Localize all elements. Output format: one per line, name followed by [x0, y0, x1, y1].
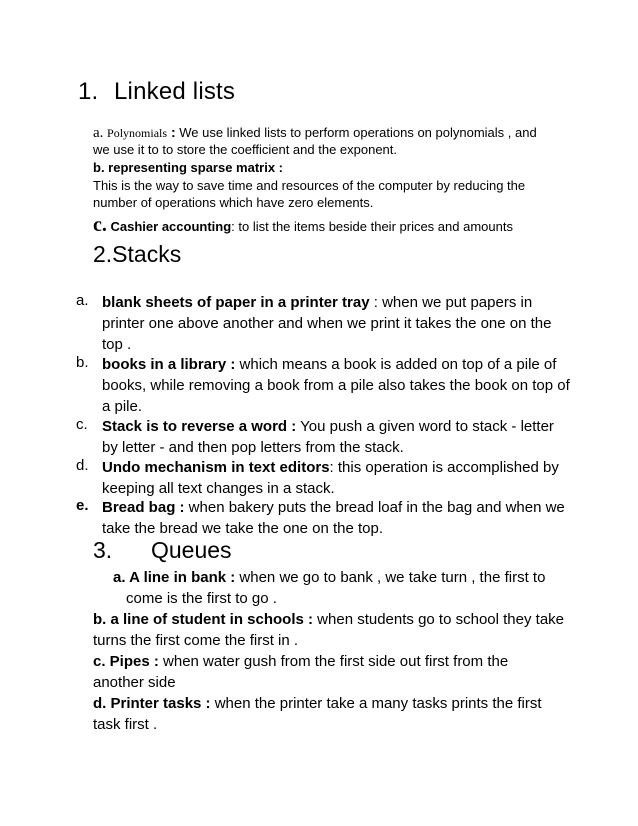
linked-lists-item-a-line2: we use it to to store the coefficient and the exponent.	[93, 142, 398, 157]
stack-item-c-marker: c.	[76, 416, 88, 433]
stack-item-c	[102, 416, 572, 458]
queue-item-a-line2: come is the first to go .	[126, 590, 277, 607]
stack-item-e-marker: e.	[76, 497, 89, 514]
item-text: : when we put papers in printer one above another and when we print it takes the one on the top .	[102, 294, 552, 353]
queue-item-d-line1	[93, 693, 542, 714]
section-number: 1.	[78, 78, 99, 105]
item-label: c. Pipes :	[93, 653, 159, 670]
queue-item-a-line1	[113, 567, 545, 588]
section-number: 3.	[93, 537, 113, 563]
queue-item-c-line2: another side	[93, 674, 176, 691]
section-heading-queues	[93, 537, 232, 564]
section-title: Queues	[151, 537, 232, 563]
item-text: when we go to bank , we take turn , the first to	[235, 569, 546, 586]
queue-item-c-line1	[93, 651, 508, 672]
linked-lists-item-b-heading: b. representing sparse matrix :	[93, 160, 284, 175]
item-colon: :	[167, 124, 176, 140]
linked-lists-item-b-line1: This is the way to save time and resources of the computer by reducing the	[93, 178, 526, 193]
queue-item-b-line1	[93, 609, 564, 630]
item-label: Cashier accounting	[110, 219, 232, 234]
stack-item-b	[102, 354, 572, 417]
item-label: Stack is to reverse a word :	[102, 418, 297, 435]
stack-item-d	[102, 457, 572, 499]
item-text: which means a book is added on top of a pile of books, while removing a book from a pile also takes the book on top of a pile.	[102, 356, 570, 415]
item-label: b. a line of student in schools :	[93, 611, 314, 628]
linked-lists-item-a-line1	[93, 124, 537, 142]
stack-item-b-marker: b.	[76, 354, 89, 371]
item-marker: a.	[93, 125, 104, 141]
item-label: Bread bag :	[102, 499, 185, 516]
item-label: blank sheets of paper in a printer tray	[102, 294, 370, 311]
item-label: Undo mechanism in text editors	[102, 459, 330, 476]
item-text: when bakery puts the bread loaf in the bag and when we take the bread we take the one on the top.	[102, 499, 565, 537]
linked-lists-item-c	[93, 214, 513, 236]
queue-item-b-line2: turns the first come the first in .	[93, 632, 299, 649]
stack-item-a	[102, 292, 572, 355]
stack-item-e	[102, 497, 572, 539]
item-label: Polynomials	[107, 126, 168, 140]
item-text: : to list the items beside their prices and amounts	[231, 219, 513, 234]
item-text: You push a given word to stack - letter by letter - and then pop letters from the stack.	[102, 418, 554, 456]
item-marker: c.	[93, 214, 107, 236]
item-text: when water gush from the first side out first from the	[158, 653, 509, 670]
section-heading-linked-lists	[78, 78, 235, 106]
section-heading-stacks: 2.Stacks	[93, 241, 182, 267]
stack-item-d-marker: d.	[76, 457, 89, 474]
section-title: Linked lists	[114, 78, 236, 105]
item-label: d. Printer tasks :	[93, 695, 211, 712]
item-label: a. A line in bank :	[113, 569, 236, 586]
item-text: when students go to school they take	[313, 611, 565, 628]
item-text: We use linked lists to perform operations on polynomials , and	[175, 125, 537, 140]
stack-item-a-marker: a.	[76, 292, 89, 309]
queue-item-d-line2: task first .	[93, 716, 158, 733]
item-text: : this operation is accomplished by keeping all text changes in a stack.	[102, 459, 559, 497]
item-text: when the printer take a many tasks prints the first	[210, 695, 542, 712]
item-label: books in a library :	[102, 356, 236, 373]
linked-lists-item-b-line2: number of operations which have zero elements.	[93, 195, 374, 210]
